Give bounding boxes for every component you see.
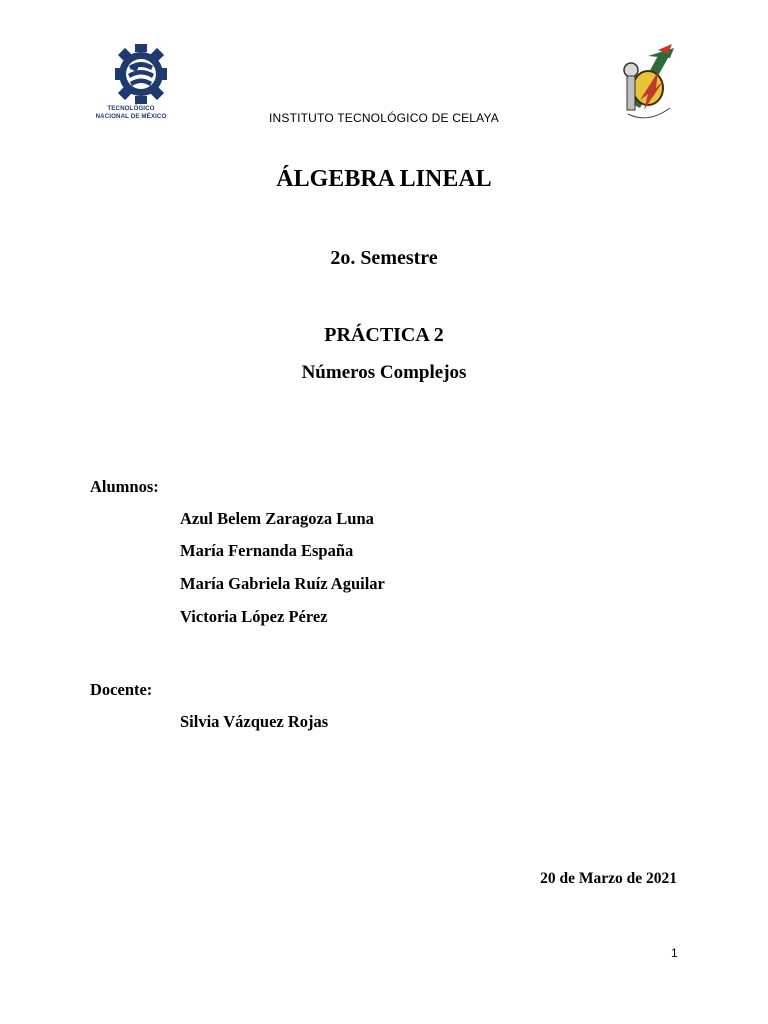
practice-topic: Números Complejos: [301, 362, 467, 383]
student-name-1: Azul Belem Zaragoza Luna: [180, 509, 374, 528]
teacher-name: Silvia Vázquez Rojas: [180, 712, 329, 731]
document-date: 20 de Marzo de 2021: [540, 870, 677, 887]
institute-name: INSTITUTO TECNOLÓGICO DE CELAYA: [268, 111, 500, 125]
course-title: ÁLGEBRA LINEAL: [276, 166, 492, 192]
teacher-label: Docente:: [90, 680, 153, 699]
student-name-2: María Fernanda España: [180, 541, 354, 560]
page-number: 1: [671, 946, 678, 960]
practice-title: PRÁCTICA 2: [324, 324, 444, 346]
student-name-3: María Gabriela Ruíz Aguilar: [180, 574, 385, 593]
tecnm-caption-line-2: NACIONAL DE MÉXICO: [95, 113, 167, 120]
students-label: Alumnos:: [90, 477, 159, 496]
student-name-4: Victoria López Pérez: [180, 607, 328, 626]
tecnm-caption-line-1: TECNOLÓGICO: [107, 105, 155, 112]
semester: 2o. Semestre: [330, 247, 438, 269]
tecnm-gear-icon: [115, 44, 167, 104]
